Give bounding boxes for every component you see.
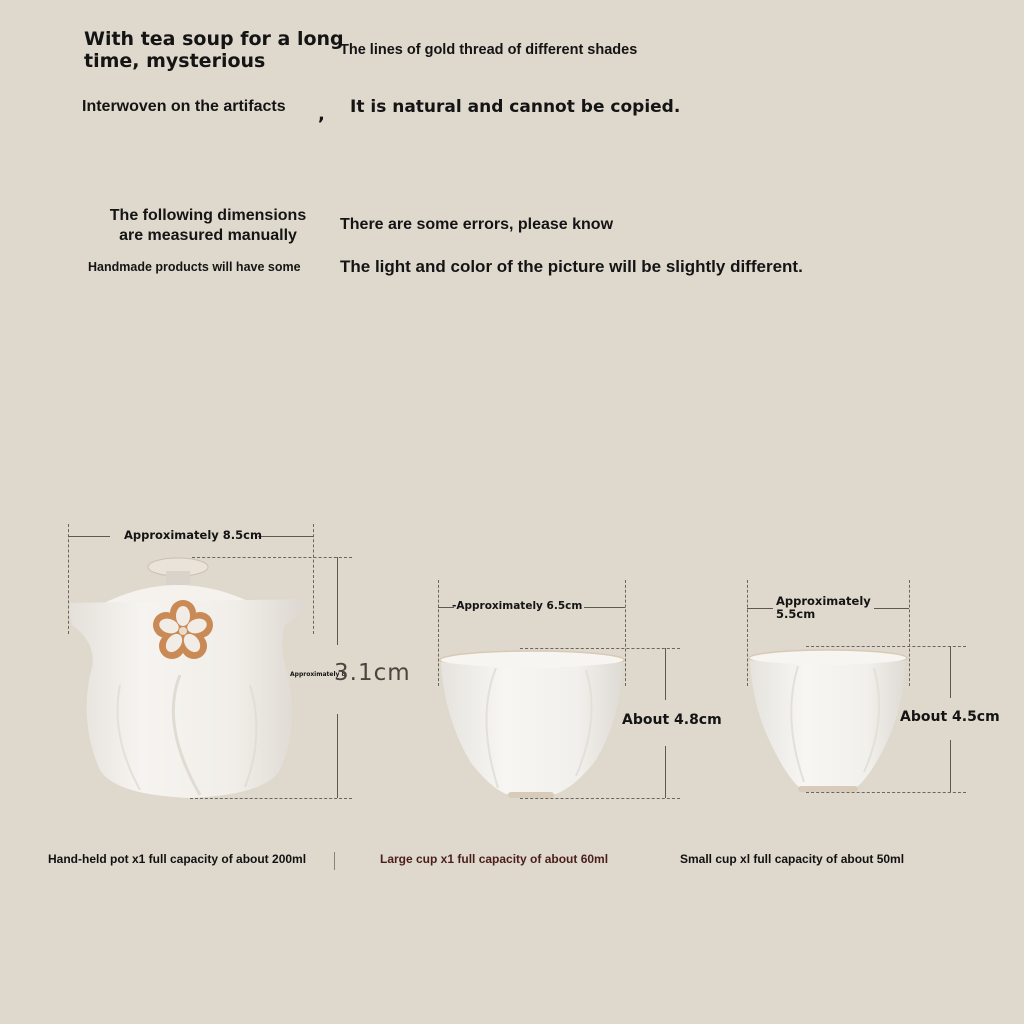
pot-height-label-large: 3.1cm: [334, 660, 411, 686]
dimension-line: [337, 557, 338, 645]
large-cup-width-label: -Approximately 6.5cm: [452, 600, 583, 612]
pot-height-label-small: Approximately 8: [290, 671, 346, 678]
intro-comma: ,: [318, 104, 325, 125]
dimension-line: [258, 536, 313, 537]
notice-left: The following dimensions are measured manually: [109, 207, 307, 244]
divider: [334, 852, 335, 870]
small-cup-height-label: About 4.5cm: [900, 709, 1000, 725]
dimension-line: [68, 536, 110, 537]
dimension-guide: [806, 646, 966, 647]
notice-left2: Handmade products will have some: [88, 260, 301, 274]
large-cup-image: [436, 648, 628, 800]
dimension-line: [747, 608, 773, 609]
dimension-line: [950, 646, 951, 698]
notice-right1: There are some errors, please know: [340, 216, 614, 233]
intro-line2-right: It is natural and cannot be copied.: [350, 97, 681, 117]
dimension-line: [584, 607, 625, 608]
intro-heading: With tea soup for a long time, mysterious: [84, 28, 344, 72]
teapot-image: [60, 555, 320, 805]
pot-width-label: Approximately 8.5cm: [124, 528, 262, 542]
dimension-line: [665, 746, 666, 798]
large-cup-height-label: About 4.8cm: [622, 712, 722, 728]
dimension-line: [874, 608, 909, 609]
notice-right2: The light and color of the picture will be slightly different.: [340, 257, 803, 276]
dimension-line: [665, 648, 666, 700]
dimension-line: [950, 740, 951, 792]
large-cup-caption: Large cup x1 full capacity of about 60ml: [380, 852, 609, 866]
pot-caption: Hand-held pot x1 full capacity of about 200ml: [48, 852, 307, 866]
small-cup-image: [746, 648, 910, 794]
small-cup-caption: Small cup xl full capacity of about 50ml: [680, 852, 905, 866]
intro-line1-right: The lines of gold thread of different shades: [340, 42, 638, 58]
dimension-line: [337, 714, 338, 798]
plum-flower-badge-icon: [148, 596, 218, 666]
intro-line2-left: Interwoven on the artifacts: [82, 98, 286, 115]
small-cup-width-label: Approximately 5.5cm: [776, 594, 871, 621]
